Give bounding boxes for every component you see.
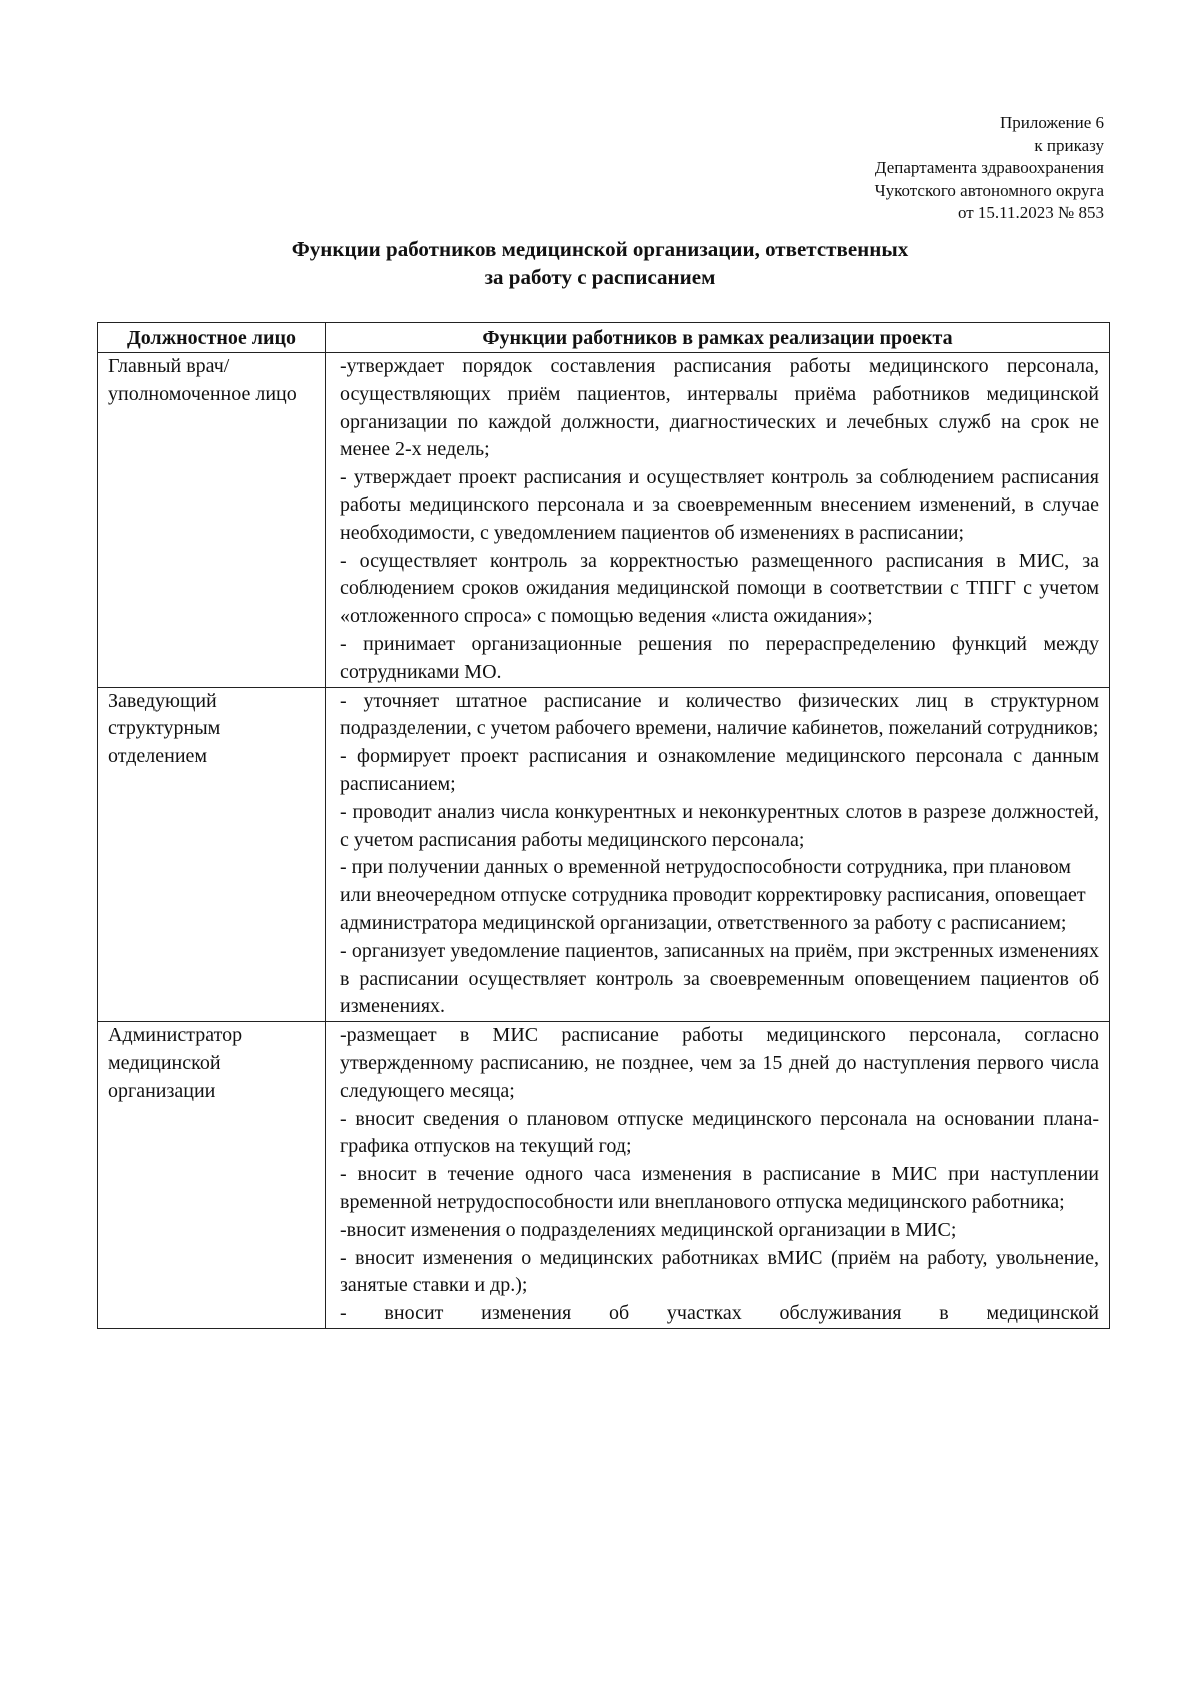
duty-item: - проводит анализ числа конкурентных и неконкурентных слотов в разрезе должностей, с учетом расписания работы медицинского персонала; [340,800,1099,851]
duty-item: -утверждает порядок составления расписания работы медицинского персонала, осуществляющих приём пациентов, интервалы приёма работников медицинской организации по каждой должности, диагностических и лечебных служб на срок не менее 2-х недель; [340,355,1099,461]
duty-item: - при получении данных о временной нетрудоспособности сотрудника, при плановом или внеочередном отпуске сотрудника проводит корректировку расписания, оповещает администратора медицинской организации, ответственного за работу с расписанием; [340,856,1086,934]
duty-item: - вносит изменения об участках обслуживания в медицинской [340,1302,1099,1325]
table-row [98,1022,1110,1329]
duty-item: -вносит изменения о подразделениях медицинской организации в МИС; [340,1218,957,1241]
duty-item: - формирует проект расписания и ознакомление медицинского персонала с данным расписанием; [340,745,1099,795]
role-cell: Заведующий структурным отделением [98,687,326,1022]
duties-cell [326,353,1110,688]
document-title-line: за работу с расписанием [484,265,716,289]
duties-cell [326,1022,1110,1329]
role-cell: Главный врач/уполномоченное лицо [98,353,326,688]
appendix-line: Департамента здравоохранения [874,158,1104,177]
role-cell: Администратор медицинской организации [98,1022,326,1329]
duty-item: - осуществляет контроль за корректностью размещенного расписания в МИС, за соблюдением сроков ожидания медицинской помощи в соответствии с ТПГГ с учетом «отложенного спроса» с помощью ведения «листа ожидания»; [340,549,1099,628]
duty-item: - вносит в течение одного часа изменения в расписание в МИС при наступлении временной нетрудоспособности или внепланового отпуска медицинского работника; [340,1163,1099,1213]
appendix-line: к приказу [1034,135,1104,155]
document-title-line: Функции работников медицинской организации, ответственных [291,237,909,261]
duty-item: - уточняет штатное расписание и количество физических лиц в структурном подразделении, с учетом рабочего времени, наличие кабинетов, пожеланий сотрудников; [340,689,1099,740]
column-header-role: Должностное лицо [98,323,326,353]
appendix-line: Чукотского автономного округа [874,180,1104,200]
appendix-line: от 15.11.2023 № 853 [957,203,1104,222]
duties-cell [326,687,1110,1022]
table-header-row [98,323,1110,353]
duty-item: - организует уведомление пациентов, записанных на приём, при экстренных изменениях в расписании осуществляет контроль за своевременным оповещением пациентов об изменениях. [340,939,1099,1018]
functions-table [97,322,1110,1329]
duty-item: - принимает организационные решения по перераспределению функций между сотрудниками МО. [340,632,1099,683]
duty-item: -размещает в МИС расписание работы медицинского персонала, согласно утвержденному расписанию, не позднее, чем за 15 дней до наступления первого числа следующего месяца; [340,1024,1099,1102]
document-title [100,235,1100,291]
duty-item: - утверждает проект расписания и осуществляет контроль за соблюдением расписания работы медицинского персонала и за своевременным внесением изменений, в случае необходимости, с уведомлением пациентов об изменениях в расписании; [340,466,1099,544]
duty-item: - вносит изменения о медицинских работниках вМИС (приём на работу, увольнение, занятые ставки и др.); [340,1246,1099,1297]
appendix-reference [875,112,1104,225]
duty-item: - вносит сведения о плановом отпуске медицинского персонала на основании плана-графика отпусков на текущий год; [340,1107,1099,1158]
table-row [98,353,1110,688]
column-header-functions: Функции работников в рамках реализации проекта [326,323,1110,353]
table-row [98,687,1110,1022]
appendix-line: Приложение 6 [1000,113,1104,132]
